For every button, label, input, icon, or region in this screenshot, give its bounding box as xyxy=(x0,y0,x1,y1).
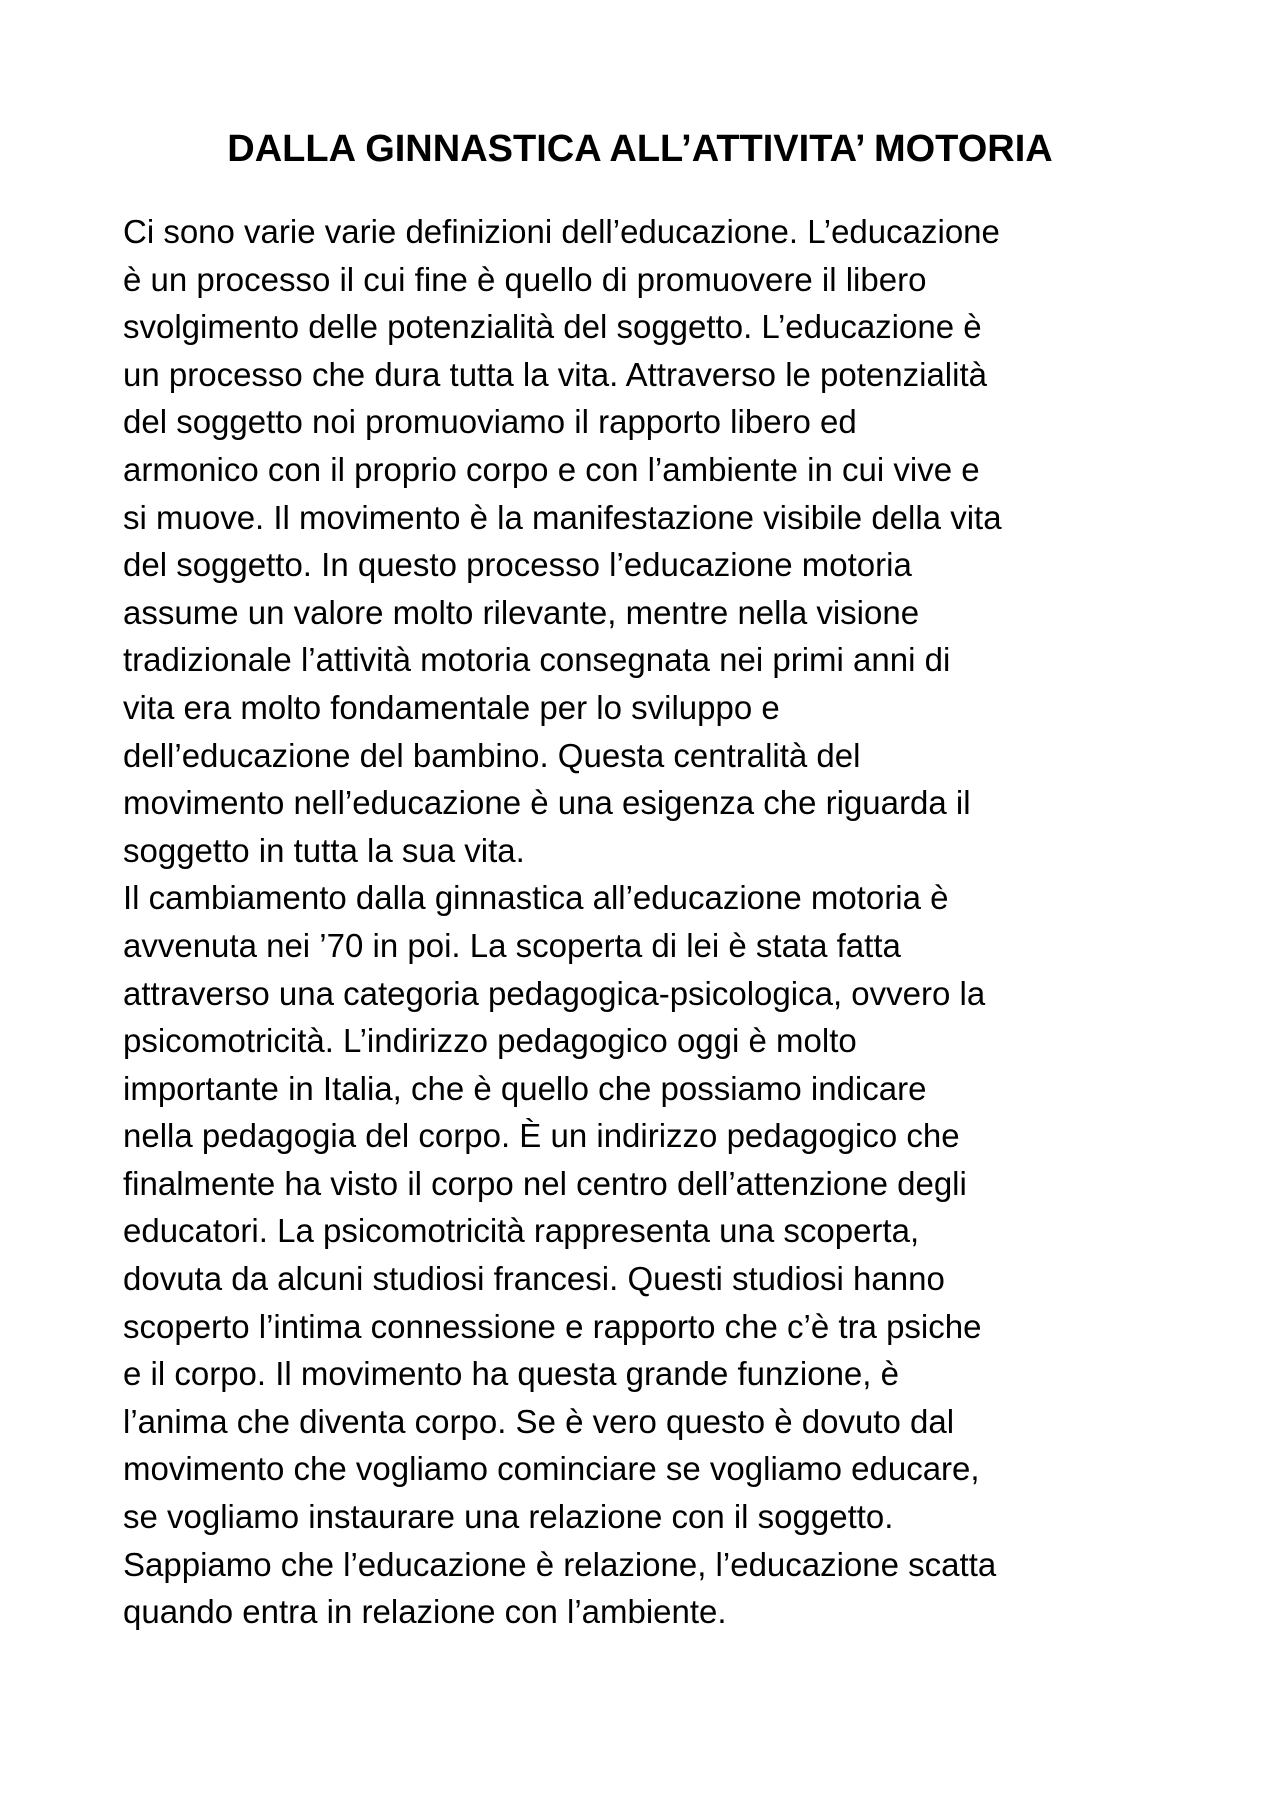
text-line: dell’educazione del bambino. Questa centralità del xyxy=(123,736,861,774)
text-line: assume un valore molto rilevante, mentre nella visione xyxy=(123,593,920,631)
text-line: psicomotricità. L’indirizzo pedagogico oggi è molto xyxy=(123,1022,857,1060)
text-line: l’anima che diventa corpo. Se è vero questo è dovuto dal xyxy=(123,1402,955,1440)
text-line: tradizionale l’attività motoria consegnata nei primi anni di xyxy=(123,641,951,679)
text-line: dovuta da alcuni studiosi francesi. Questi studiosi hanno xyxy=(123,1260,945,1298)
text-line: del soggetto. In questo processo l’educazione motoria xyxy=(123,546,912,584)
text-line: nella pedagogia del corpo. È un indirizzo pedagogico che xyxy=(123,1117,960,1155)
text-line: quando entra in relazione con l’ambiente. xyxy=(123,1593,727,1631)
text-line: armonico con il proprio corpo e con l’ambiente in cui vive e xyxy=(123,450,980,488)
text-line: se vogliamo instaurare una relazione con il soggetto. xyxy=(123,1498,894,1536)
text-line: avvenuta nei ’70 in poi. La scoperta di lei è stata fatta xyxy=(123,926,901,964)
text-line: soggetto in tutta la sua vita. xyxy=(123,831,525,869)
text-line: Sappiamo che l’educazione è relazione, l’educazione scatta xyxy=(123,1545,997,1583)
text-line: movimento nell’educazione è una esigenza che riguarda il xyxy=(123,784,971,822)
text-line: scoperto l’intima connessione e rapporto che c’è tra psiche xyxy=(123,1307,982,1345)
document-body xyxy=(123,208,1173,1636)
text-line: svolgimento delle potenzialità del soggetto. L’educazione è xyxy=(123,308,982,346)
text-line: del soggetto noi promuoviamo il rapporto libero ed xyxy=(123,403,857,441)
text-line: Ci sono varie varie definizioni dell’educazione. L’educazione xyxy=(123,213,1000,250)
text-line: è un processo il cui fine è quello di promuovere il libero xyxy=(123,260,927,298)
text-line: importante in Italia, che è quello che possiamo indicare xyxy=(123,1069,927,1107)
text-line: attraverso una categoria pedagogica-psicologica, ovvero la xyxy=(123,974,986,1012)
text-line: finalmente ha visto il corpo nel centro dell’attenzione degli xyxy=(123,1164,967,1202)
text-line: movimento che vogliamo cominciare se vogliamo educare, xyxy=(123,1450,980,1488)
document-title: DALLA GINNASTICA ALL’ATTIVITA’ MOTORIA xyxy=(227,128,1053,170)
text-line: vita era molto fondamentale per lo sviluppo e xyxy=(123,688,780,726)
text-line: Il cambiamento dalla ginnastica all’educazione motoria è xyxy=(123,879,949,917)
text-line: e il corpo. Il movimento ha questa grande funzione, è xyxy=(123,1355,899,1393)
text-line: un processo che dura tutta la vita. Attraverso le potenzialità xyxy=(123,355,987,393)
text-line: si muove. Il movimento è la manifestazione visibile della vita xyxy=(123,498,1002,536)
text-line: educatori. La psicomotricità rappresenta una scoperta, xyxy=(123,1212,920,1250)
